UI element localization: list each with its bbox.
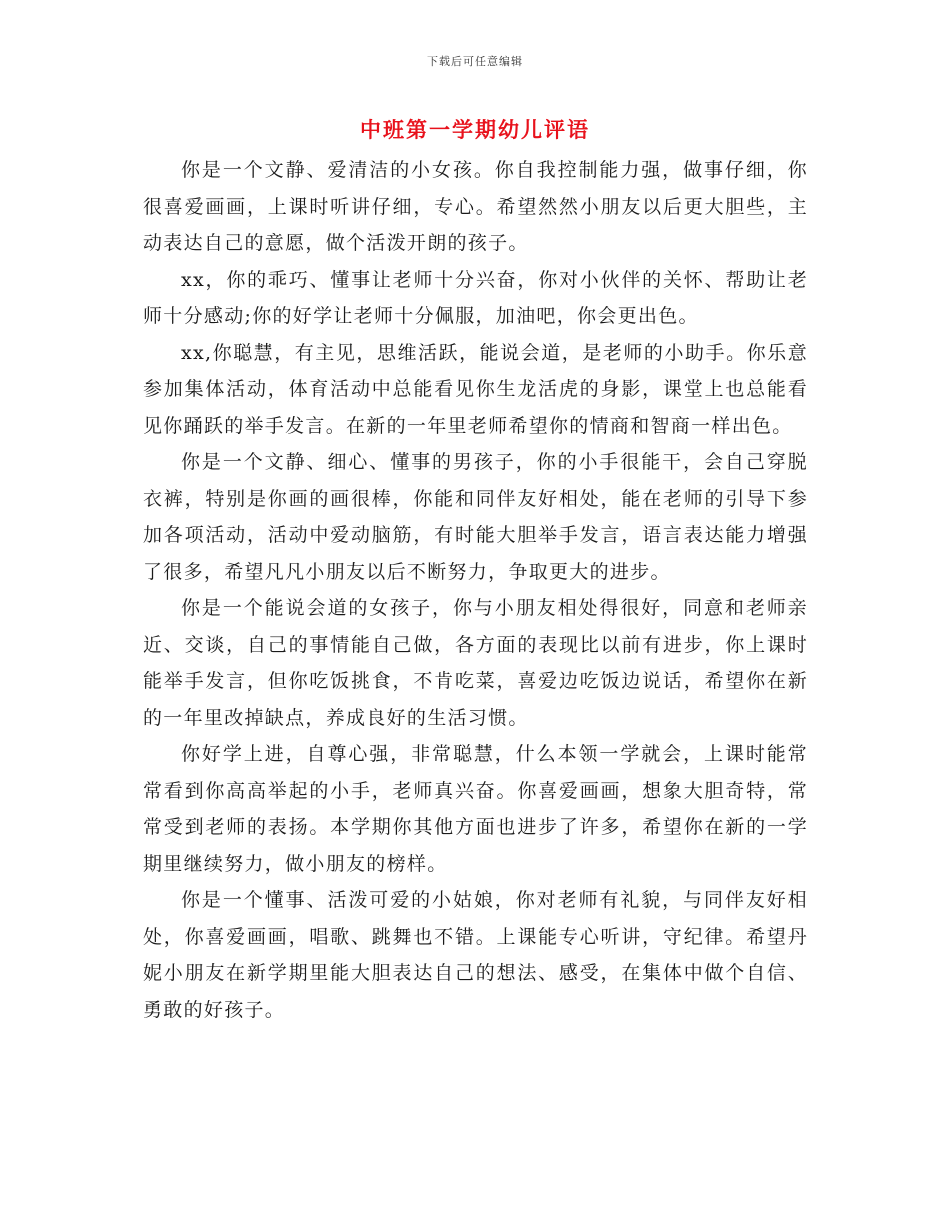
comment-paragraph-1: 你是一个文静、爱清洁的小女孩。你自我控制能力强，做事仔细，你很喜爱画画，上课时听讲仔细，专心。希望然然小朋友以后更大胆些，主动表达自己的意愿，做个活泼开朗的孩子。 <box>143 159 808 254</box>
comment-paragraph-7: 你是一个懂事、活泼可爱的小姑娘，你对老师有礼貌，与同伴友好相处，你喜爱画画，唱歌、跳舞也不错。上课能专心听讲，守纪律。希望丹妮小朋友在新学期里能大胆表达自己的想法、感受，在集体中做个自信、勇敢的好孩子。 <box>143 889 808 1021</box>
comment-paragraph-2: xx，你的乖巧、懂事让老师十分兴奋，你对小伙伴的关怀、帮助让老师十分感动;你的好学让老师十分佩服，加油吧，你会更出色。 <box>143 268 808 327</box>
header-note: 下载后可任意编辑 <box>427 55 523 68</box>
page-title: 中班第一学期幼儿评语 <box>360 117 590 142</box>
comment-paragraph-5: 你是一个能说会道的女孩子，你与小朋友相处得很好，同意和老师亲近、交谈，自己的事情能自己做，各方面的表现比以前有进步，你上课时能举手发言，但你吃饭挑食，不肯吃菜，喜爱边吃饭边说话，希望你在新的一年里改掉缺点，养成良好的生活习惯。 <box>143 597 808 729</box>
document-body <box>143 152 808 1028</box>
comment-paragraph-4: 你是一个文静、细心、懂事的男孩子，你的小手很能干，会自己穿脱衣裤，特别是你画的画很棒，你能和同伴友好相处，能在老师的引导下参加各项活动，活动中爱动脑筋，有时能大胆举手发言，语言表达能力增强了很多，希望凡凡小朋友以后不断努力，争取更大的进步。 <box>143 451 808 583</box>
comment-paragraph-3: xx,你聪慧，有主见，思维活跃，能说会道，是老师的小助手。你乐意参加集体活动，体育活动中总能看见你生龙活虎的身影，课堂上也总能看见你踊跃的举手发言。在新的一年里老师希望你的情商和智商一样出色。 <box>143 341 808 437</box>
comment-paragraph-6: 你好学上进，自尊心强，非常聪慧，什么本领一学就会，上课时能常常看到你高高举起的小手，老师真兴奋。你喜爱画画，想象大胆奇特，常常受到老师的表扬。本学期你其他方面也进步了许多，希望你在新的一学期里继续努力，做小朋友的榜样。 <box>143 743 808 875</box>
